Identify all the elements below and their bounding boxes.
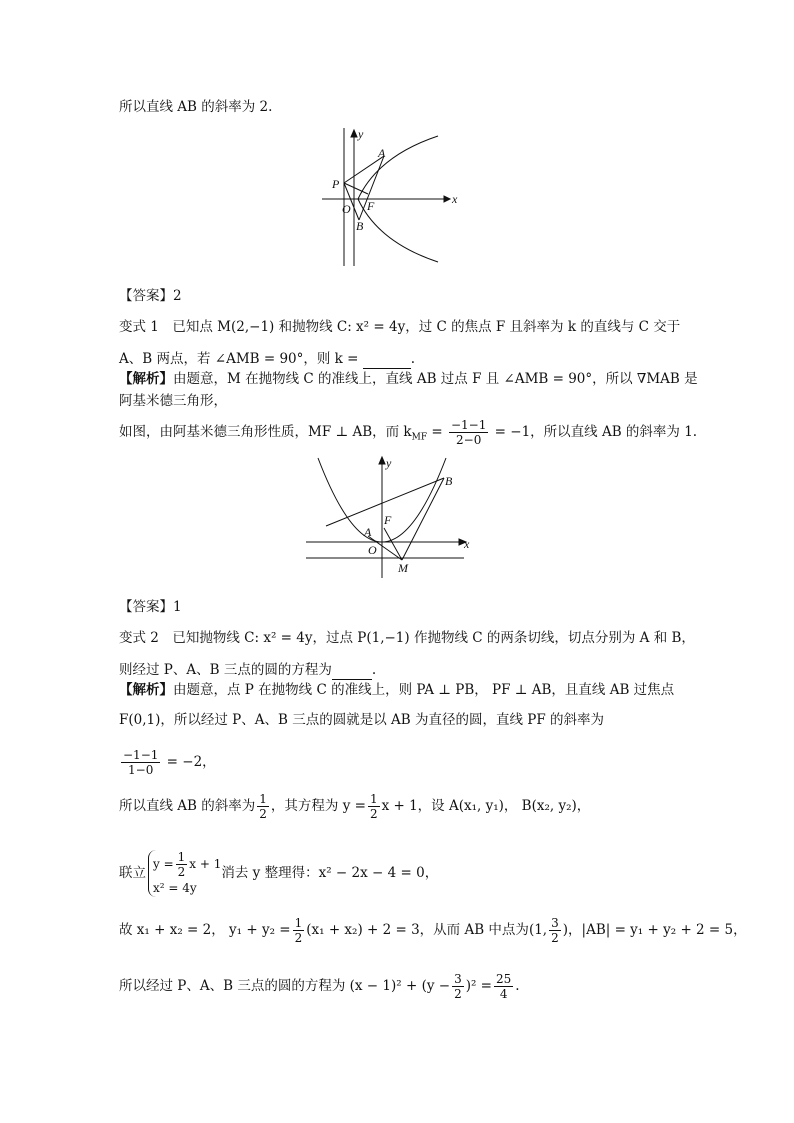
variant-1-line-b: A、B 两点，若 ∠AMB = 90°，则 k = . [119, 348, 415, 369]
variant-2-line-b: 则经过 P、A、B 三点的圆的方程为 . [119, 659, 376, 680]
variant-1-line-a: 变式 1 已知点 M(2,−1) 和抛物线 C: x² = 4y，过 C 的焦点 F 且斜率为 k 的直线与 C 交于 [119, 319, 681, 335]
label-O: O [368, 543, 377, 557]
analysis-2-line-a: 【解析】由题意，点 P 在抛物线 C 的准线上，则 PA ⊥ PB， PF ⊥ AB，且直线 AB 过焦点 [119, 682, 675, 698]
line-BM [402, 478, 444, 560]
figure-1-parabola-diagram [322, 126, 462, 268]
line-PA [344, 156, 384, 183]
analysis-1-line-c: 如图，由阿基米德三角形性质，MF ⊥ AB，而 $k_{MF}$ = $\frac{-1-1}{2-0}$ = −1，所以直线 AB 的斜率为 1. [119, 418, 698, 447]
label-y: y [386, 456, 392, 470]
label-F: F [384, 513, 392, 527]
final-line: 所以经过 P、A、B 三点的圆的方程为 (x − 1)² + (y − $\frac{3}{2}$ )² = $\frac{25}{4}$ . [119, 972, 520, 1001]
y-axis-arrow [379, 457, 385, 464]
analysis-1-line-b: 阿基米德三角形， [119, 393, 227, 409]
label-A: A [378, 146, 386, 160]
y-axis-arrow [351, 130, 357, 137]
label-B: B [445, 474, 453, 488]
label-F: F [367, 199, 375, 213]
text-line: 所以直线 AB 的斜率为 2. [119, 99, 273, 115]
answer-2: 【答案】1 [119, 599, 182, 615]
label-y: y [358, 127, 364, 141]
analysis-1-line-a: 【解析】由题意，M 在抛物线 C 的准线上，直线 AB 过点 F 且 ∠AMB = 90°，所以 ∇MAB 是 [119, 371, 698, 387]
label-M: M [398, 561, 408, 575]
variant-2-line-a: 变式 2 已知抛物线 C: x² = 4y，过点 P(1,−1) 作抛物线 C 的两条切线，切点分别为 A 和 B， [119, 630, 695, 646]
line-FM [384, 528, 402, 560]
x-axis-arrow [444, 196, 450, 202]
label-P: P [332, 177, 340, 191]
system-line: 联立 y = $\frac{1}{2}$ x + 1 x² = 4y 消去 y 整理得：x² − 2x − 4 = 0， [119, 850, 439, 895]
label-O: O [342, 202, 351, 216]
label-A: A [364, 525, 372, 539]
analysis-2-line-c: $\frac{-1-1}{1-0}$ = −2， [123, 748, 216, 777]
label-x: x [464, 537, 470, 551]
analysis-2-line-b: F(0,1)，所以经过 P、A、B 三点的圆就是以 AB 为直径的圆，直线 PF 的斜率为 [119, 712, 604, 728]
answer-1: 【答案】2 [119, 288, 182, 304]
sum-line: 故 x₁ + x₂ = 2， y₁ + y₂ = $\frac{1}{2}$ (x₁ + x₂) + 2 = 3，从而 AB 中点为(1, $\frac{3}{2}$ )，|AB| = y₁ + y₂ + 2 = 5， [119, 916, 747, 945]
label-B: B [356, 219, 364, 233]
figure-2-parabola-diagram [306, 454, 470, 578]
slope-line: 所以直线 AB 的斜率为 $\frac{1}{2}$ ，其方程为 y = $\frac{1}{2}$ x + 1，设 A(x₁, y₁)， B(x₂, y₂)， [119, 792, 591, 821]
label-x: x [452, 192, 458, 206]
